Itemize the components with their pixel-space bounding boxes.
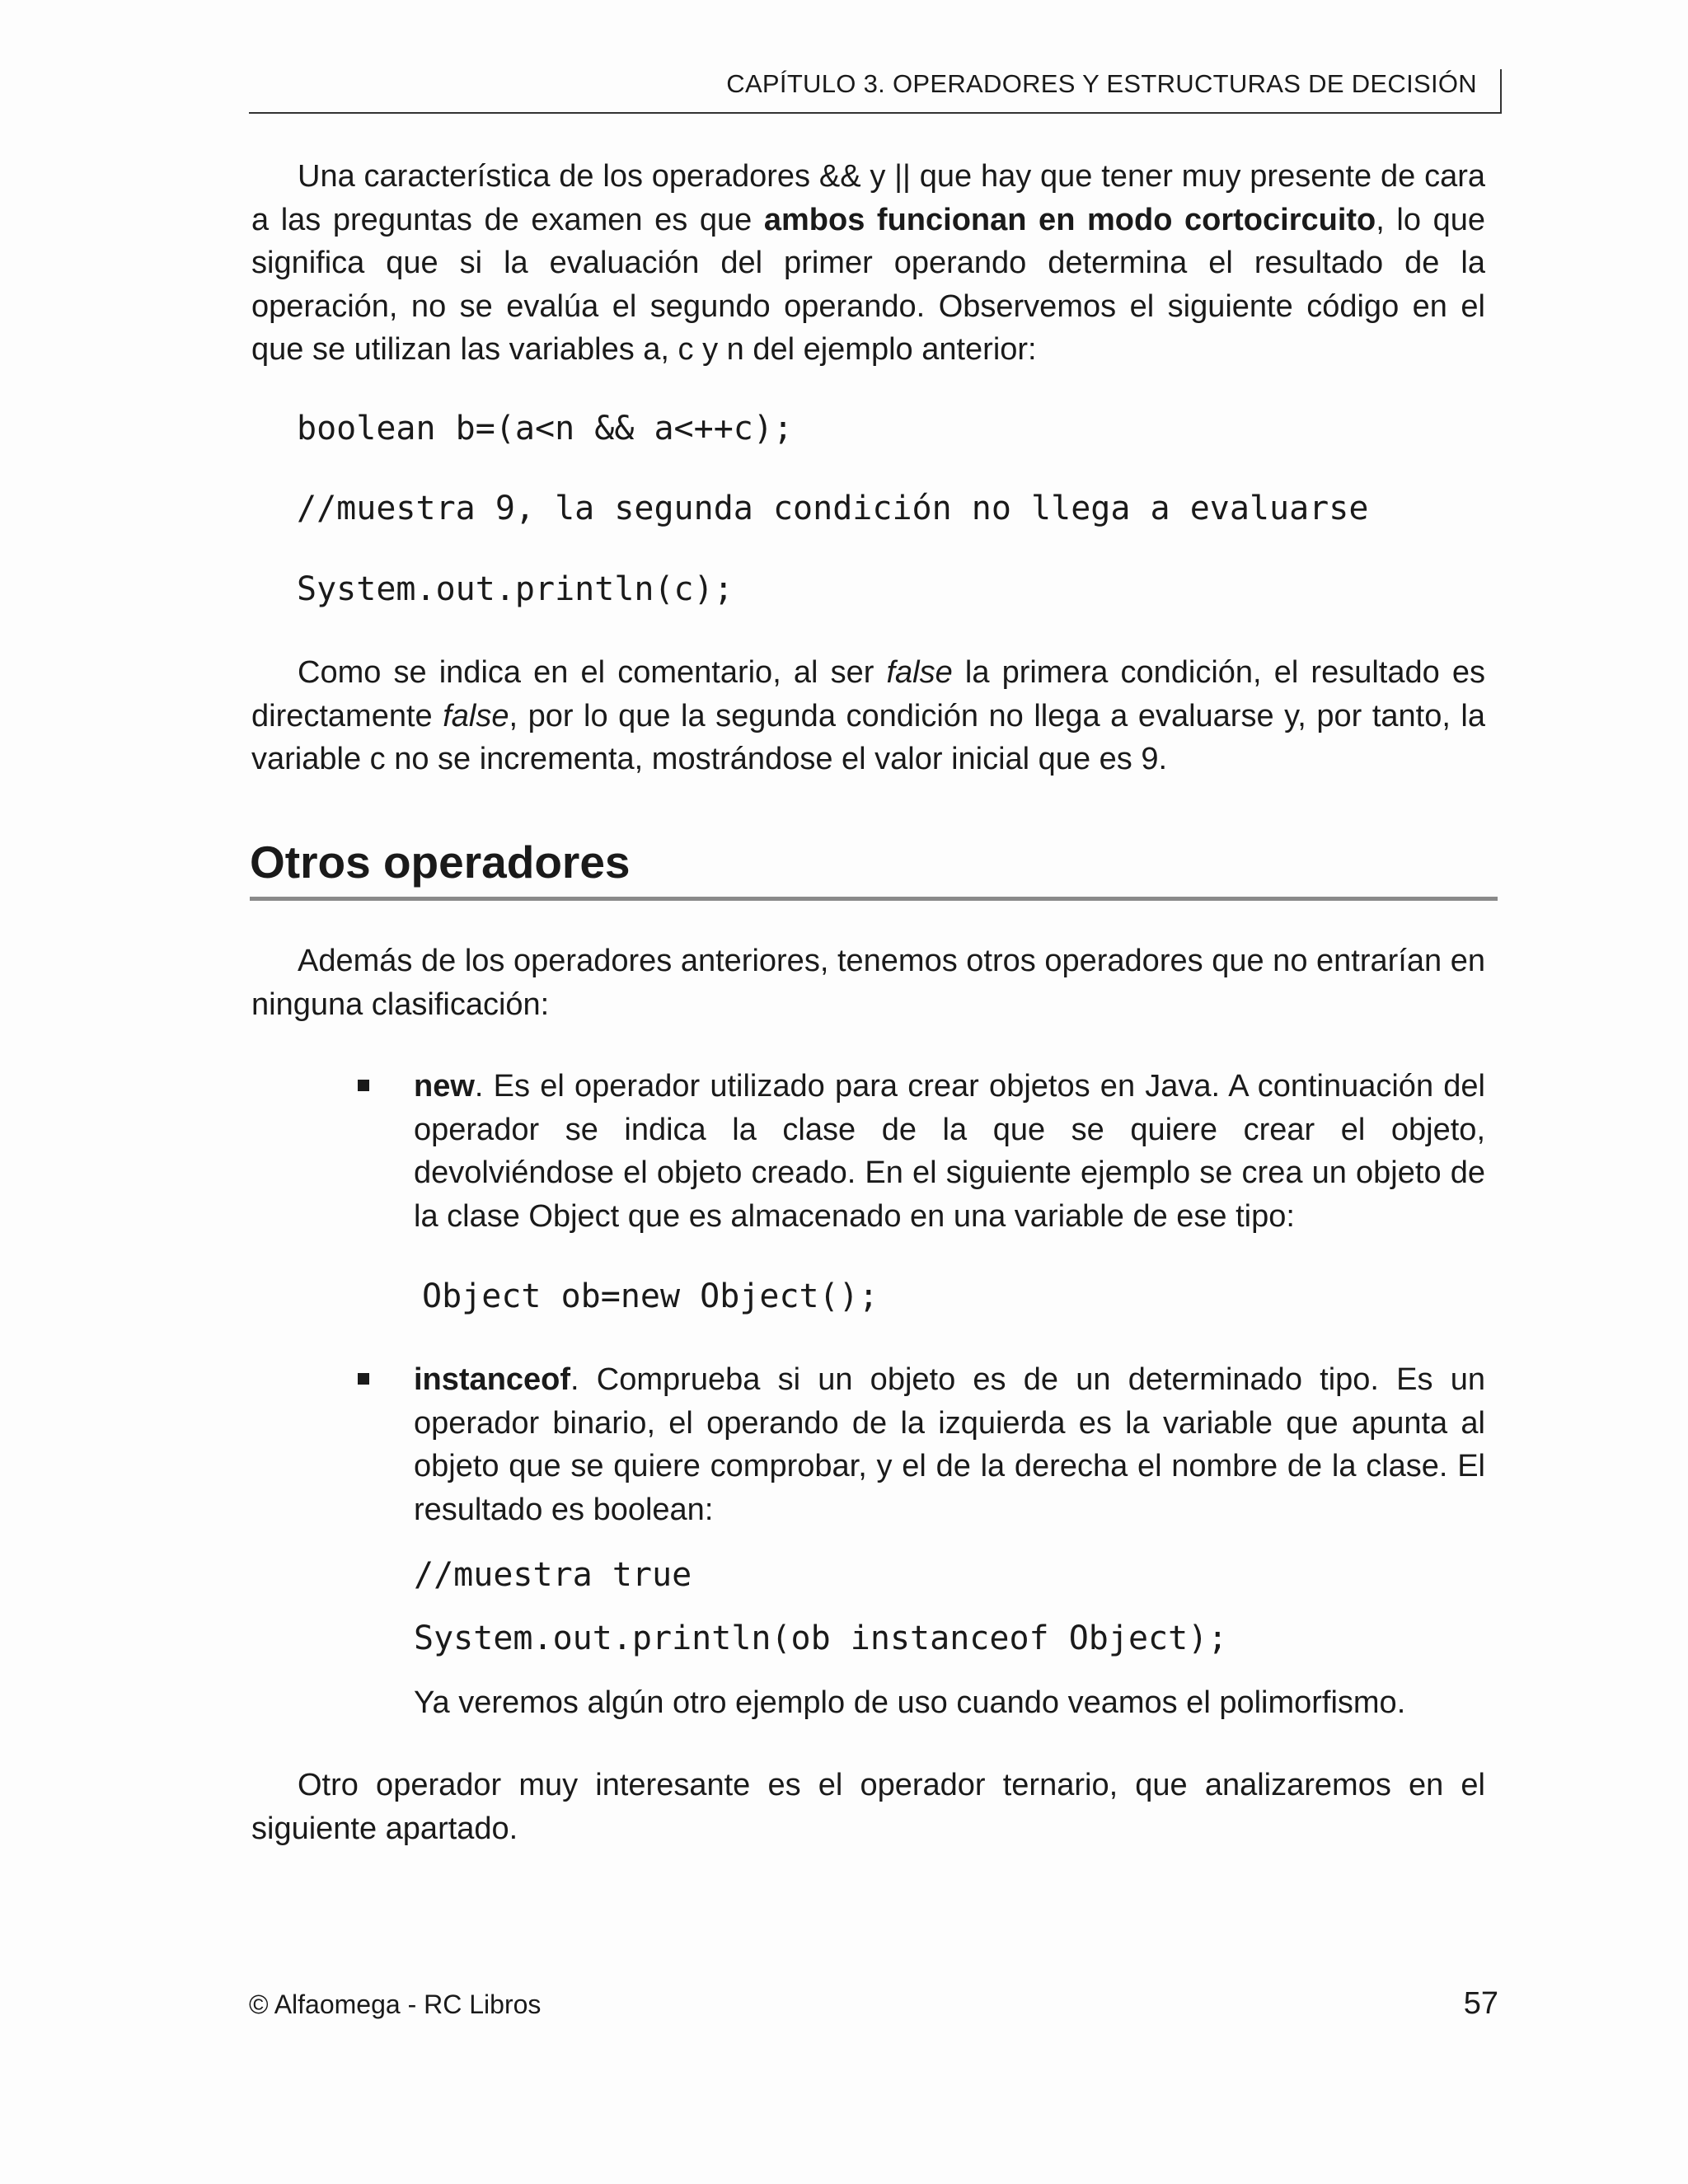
code-line: Object ob=new Object(); — [422, 1277, 879, 1315]
page-number: 57 — [1463, 1986, 1498, 2021]
para1-text: Una característica de los operadores && y || que hay que tener muy presente de cara a las preguntas de examen es que — [251, 159, 1485, 237]
para1-text-cont: , lo que significa que si la evaluación del primer operando determina el resultado de la operación, no se evalúa el segundo operando. Observemos el siguiente código en el que se utilizan las variables a, c y n del ejemplo anterior: — [251, 202, 1485, 367]
code-line: System.out.println(c); — [297, 570, 734, 608]
paragraph-short-circuit — [251, 155, 1485, 372]
bullet-marker — [358, 1080, 369, 1091]
code-comment: //muestra 9, la segunda condición no llega a evaluarse — [297, 490, 1369, 527]
para2-italic: false — [886, 655, 953, 690]
paragraph-explanation — [251, 651, 1485, 781]
paragraph-ternary: Otro operador muy interesante es el operador ternario, que analizaremos en el siguiente apartado. — [251, 1768, 1485, 1846]
section-heading: Otros operadores — [250, 836, 1498, 901]
para2-text-end: , por lo que la segunda condición no llega a evaluarse y, por tanto, la variable c no se incrementa, mostrándose el valor inicial que es 9. — [251, 698, 1485, 776]
code-line: boolean b=(a<n && a<++c); — [297, 410, 794, 448]
list-item-note: Ya veremos algún otro ejemplo de uso cuando veamos el polimorfismo. — [414, 1685, 1406, 1720]
running-header — [249, 69, 1502, 114]
bullet-marker — [358, 1373, 369, 1385]
para2-text: Como se indica en el comentario, al ser — [298, 655, 887, 690]
list-item-new — [414, 1065, 1485, 1238]
para2-italic: false — [443, 698, 509, 733]
para1-bold: ambos funcionan en modo cortocircuito — [763, 202, 1376, 237]
keyword-instanceof: instanceof — [414, 1362, 571, 1397]
paragraph-intro: Además de los operadores anteriores, tenemos otros operadores que no entrarían en ninguna clasificación: — [251, 944, 1485, 1022]
keyword-new: new — [414, 1069, 475, 1104]
para2-text-cont: la primera condición, el resultado es directamente — [251, 655, 1486, 733]
code-comment: //muestra true — [414, 1556, 692, 1594]
code-line: System.out.println(ob instanceof Object); — [414, 1619, 1228, 1657]
footer-copyright: © Alfaomega - RC Libros — [249, 1990, 542, 2019]
chapter-title: CAPÍTULO 3. OPERADORES Y ESTRUCTURAS DE DECISIÓN — [726, 69, 1477, 98]
list-item-text: . Es el operador utilizado para crear objetos en Java. A continuación del operador se indica la clase de la que se quiere crear el objeto, devolviéndose el objeto creado. En el siguiente ejemplo se crea un objeto de la clase Object que es almacenado en una variable de ese tipo: — [414, 1069, 1485, 1234]
list-item-instanceof — [414, 1358, 1485, 1531]
list-item-text: . Comprueba si un objeto es de un determinado tipo. Es un operador binario, el operando de la izquierda es la variable que apunta al objeto que se quiere comprobar, y el de la derecha el nombre de la clase. El resultado es boolean: — [414, 1362, 1485, 1527]
